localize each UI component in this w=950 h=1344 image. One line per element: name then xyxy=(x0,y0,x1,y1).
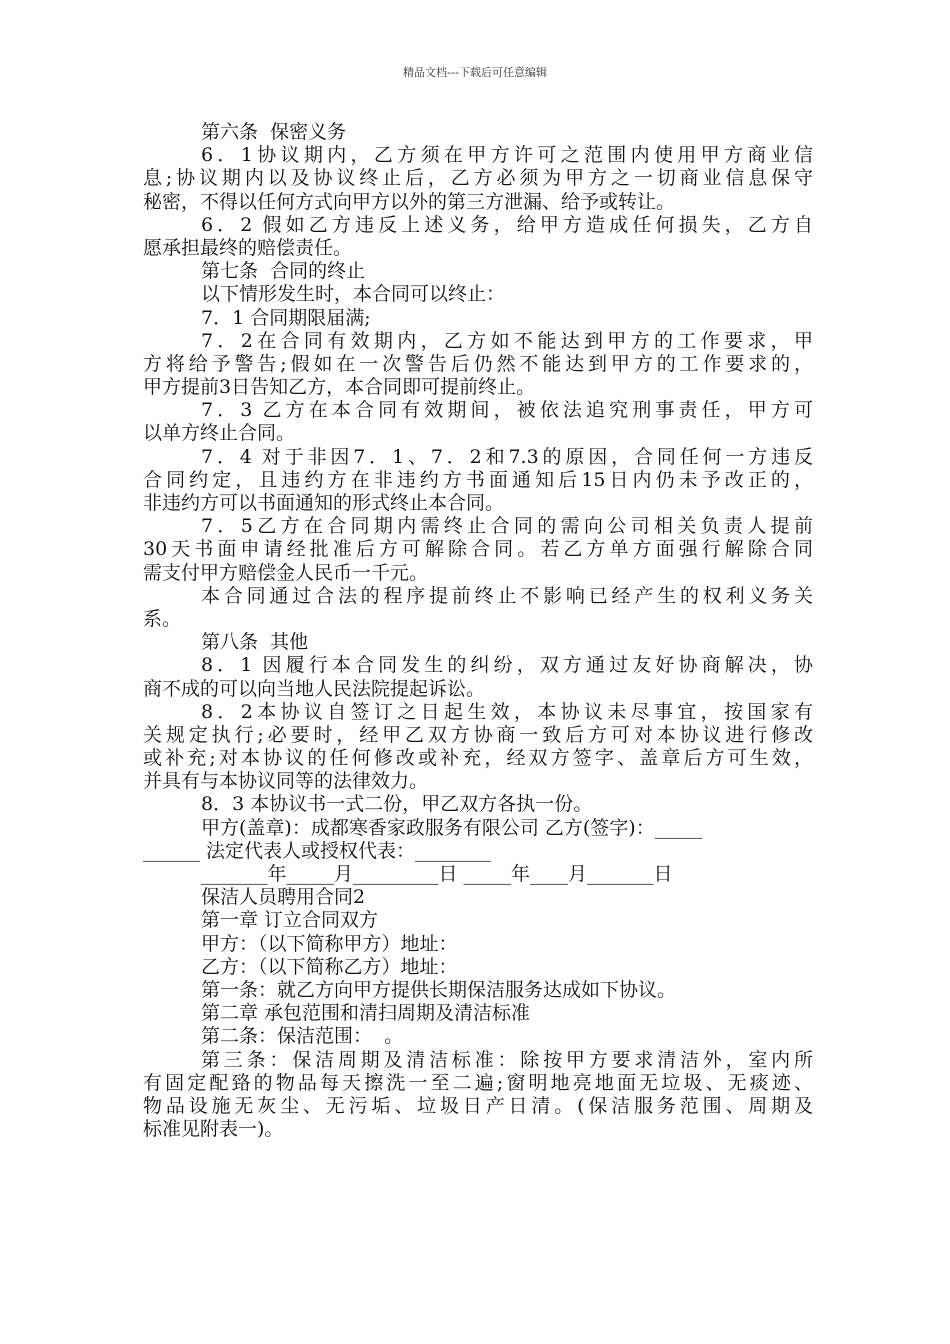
text-line: 第三条：保洁周期及清洁标准：除按甲方要求清洁外，室内所 xyxy=(201,1048,813,1071)
text-line: 30天书面申请经批准后方可解除合同。若乙方单方面强行解除合同 xyxy=(143,538,813,561)
text-line: 8．1 因履行本合同发生的纠纷，双方通过友好协商解决，协 xyxy=(201,654,813,677)
text-line: 息;协议期内以及协议终止后，乙方必须为甲方之一切商业信息保守 xyxy=(143,167,813,190)
text-line: 或补充;对本协议的任何修改或补充，经双方签字、盖章后方可生效， xyxy=(143,747,813,770)
text-line: 商不成的可以向当地人民法院提起诉讼。 xyxy=(143,677,486,700)
text-line: 有固定配臵的物品每天擦洗一至二遍;窗明地亮地面无垃圾、无痰迹、 xyxy=(143,1071,813,1094)
text-line: 第六条 保密义务 xyxy=(201,121,347,143)
text-line: 标准见附表一)。 xyxy=(143,1118,284,1141)
text-line: 物品设施无灰尘、无污垢、垃圾日产日清。(保洁服务范围、周期及 xyxy=(143,1094,813,1117)
text-line: 方将给予警告;假如在一次警告后仍然不能达到甲方的工作要求的， xyxy=(143,352,813,375)
text-line: 第一章 订立合同双方 xyxy=(201,909,379,932)
text-line: 第八条 其他 xyxy=(201,631,309,654)
text-line: 秘密，不得以任何方式向甲方以外的第三方泄漏、给予或转让。 xyxy=(143,190,676,213)
text-line: 乙方：（以下简称乙方）地址： xyxy=(201,955,458,978)
page-header: 精品文档---下载后可任意编辑 xyxy=(403,66,547,79)
text-line: 系。 xyxy=(143,607,182,630)
text-line: 8．2本协议自签订之日起生效，本协议未尽事宜，按国家有 xyxy=(201,700,813,723)
text-line: ______ 法定代表人或授权代表：________ xyxy=(143,839,492,862)
text-line: 保洁人员聘用合同2 xyxy=(201,886,366,909)
text-line: 8．3 本协议书一式二份，甲乙双方各执一份。 xyxy=(201,793,593,816)
text-line: 以下情形发生时，本合同可以终止： xyxy=(201,283,506,306)
text-line: 第二条：保洁范围： 。 xyxy=(201,1025,404,1048)
text-line: 关规定执行;必要时，经甲乙双方协商一致后方可对本协议进行修改 xyxy=(143,723,813,746)
text-line: 7．1 合同期限届满; xyxy=(201,306,371,329)
text-line: 本合同通过合法的程序提前终止不影响已经产生的权利义务关 xyxy=(201,584,813,607)
text-line: 第二章 承包范围和清扫周期及清洁标准 xyxy=(201,1002,531,1025)
text-line: 甲方提前3日告知乙方，本合同即可提前终止。 xyxy=(143,376,536,399)
text-line: 并具有与本协议同等的法律效力。 xyxy=(143,770,429,793)
text-line: 第七条 合同的终止 xyxy=(201,260,366,283)
text-line: _______年_____月_________日 _____年____月_______日 xyxy=(201,863,673,885)
text-line: 6．1协议期内，乙方须在甲方许可之范围内使用甲方商业信 xyxy=(201,144,813,167)
text-line: 第一条：就乙方向甲方提供长期保洁服务达成如下协议。 xyxy=(201,978,677,1001)
text-line: 愿承担最终的赔偿责任。 xyxy=(143,236,353,259)
text-line: 7．5乙方在合同期内需终止合同的需向公司相关负责人提前 xyxy=(201,515,813,538)
document-body xyxy=(143,121,813,1141)
text-line: 非违约方可以书面通知的形式终止本合同。 xyxy=(143,492,505,514)
text-line: 甲方：（以下简称甲方）地址： xyxy=(201,932,458,955)
text-line: 6．2 假如乙方违反上述义务，给甲方造成任何损失，乙方自 xyxy=(201,213,813,236)
text-line: 合同约定，且违约方在非违约方书面通知后15日内仍未予改正的， xyxy=(143,468,813,491)
text-line: 甲方(盖章)：成都寒香家政服务有限公司 乙方(签字)：_____ xyxy=(201,816,703,839)
text-line: 7．3 乙方在本合同有效期间，被依法追究刑事责任，甲方可 xyxy=(201,399,813,422)
text-line: 以单方终止合同。 xyxy=(143,422,296,445)
text-line: 需支付甲方赔偿金人民币一千元。 xyxy=(143,561,429,584)
text-line: 7．2在合同有效期内，乙方如不能达到甲方的工作要求，甲 xyxy=(201,329,813,352)
text-line: 7．4 对于非因7．1、7．2和7.3的原因，合同任何一方违反 xyxy=(201,445,813,468)
